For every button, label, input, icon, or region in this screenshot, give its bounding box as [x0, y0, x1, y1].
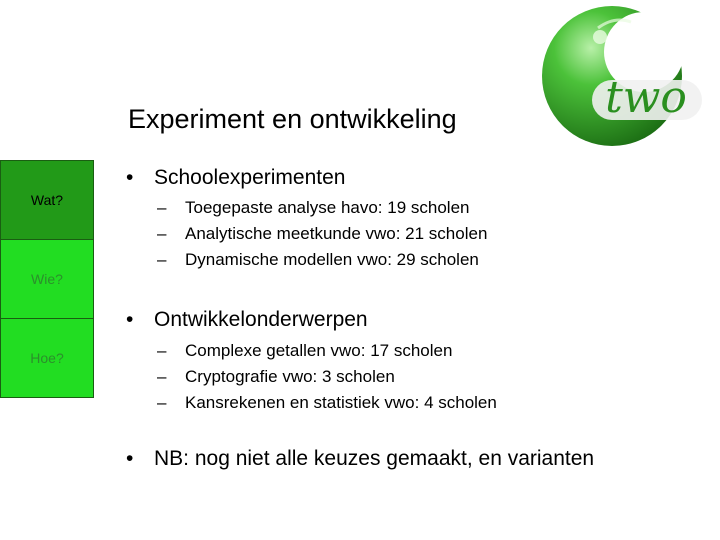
logo-text: two [605, 72, 687, 123]
bullet-nb [126, 447, 594, 471]
sub-item-text: Complexe getallen vwo: 17 scholen [185, 341, 453, 360]
sub-item-text: Toegepaste analyse havo: 19 scholen [185, 198, 470, 217]
nav-label: Wie? [31, 271, 63, 287]
dash: – [157, 250, 167, 269]
dash: – [157, 393, 167, 412]
dash: – [157, 198, 167, 217]
sub-item-text: Cryptografie vwo: 3 scholen [185, 367, 395, 386]
dash: – [157, 224, 167, 243]
sub-item-text: Kansrekenen en statistiek vwo: 4 scholen [185, 393, 497, 412]
bullet-dot: • [126, 308, 134, 331]
bullet-schoolexperimenten [126, 166, 345, 190]
sub-item [157, 364, 395, 390]
sub-item [157, 247, 479, 273]
nav-item-wie[interactable] [0, 239, 94, 319]
side-nav [0, 160, 94, 398]
sub-item [157, 221, 487, 247]
bullet-text: Schoolexperimenten [154, 166, 346, 189]
nav-item-hoe[interactable] [0, 318, 94, 398]
bullet-dot: • [126, 447, 134, 470]
sub-item-text: Analytische meetkunde vwo: 21 scholen [185, 224, 488, 243]
nav-item-wat[interactable] [0, 160, 94, 240]
slide-title: Experiment en ontwikkeling [128, 104, 457, 134]
bullet-text: NB: nog niet alle keuzes gemaakt, en varianten [154, 447, 595, 470]
sub-item-text: Dynamische modellen vwo: 29 scholen [185, 250, 479, 269]
dash: – [157, 367, 167, 386]
sub-item [157, 338, 452, 364]
two-logo [536, 0, 708, 152]
bullet-ontwikkelonderwerpen [126, 308, 368, 332]
bullet-text: Ontwikkelonderwerpen [154, 308, 368, 331]
sub-item [157, 195, 469, 221]
bullet-dot: • [126, 166, 134, 189]
nav-label: Wat? [30, 192, 64, 208]
nav-label: Hoe? [30, 350, 64, 366]
dash: – [157, 341, 167, 360]
sub-item [157, 390, 497, 416]
